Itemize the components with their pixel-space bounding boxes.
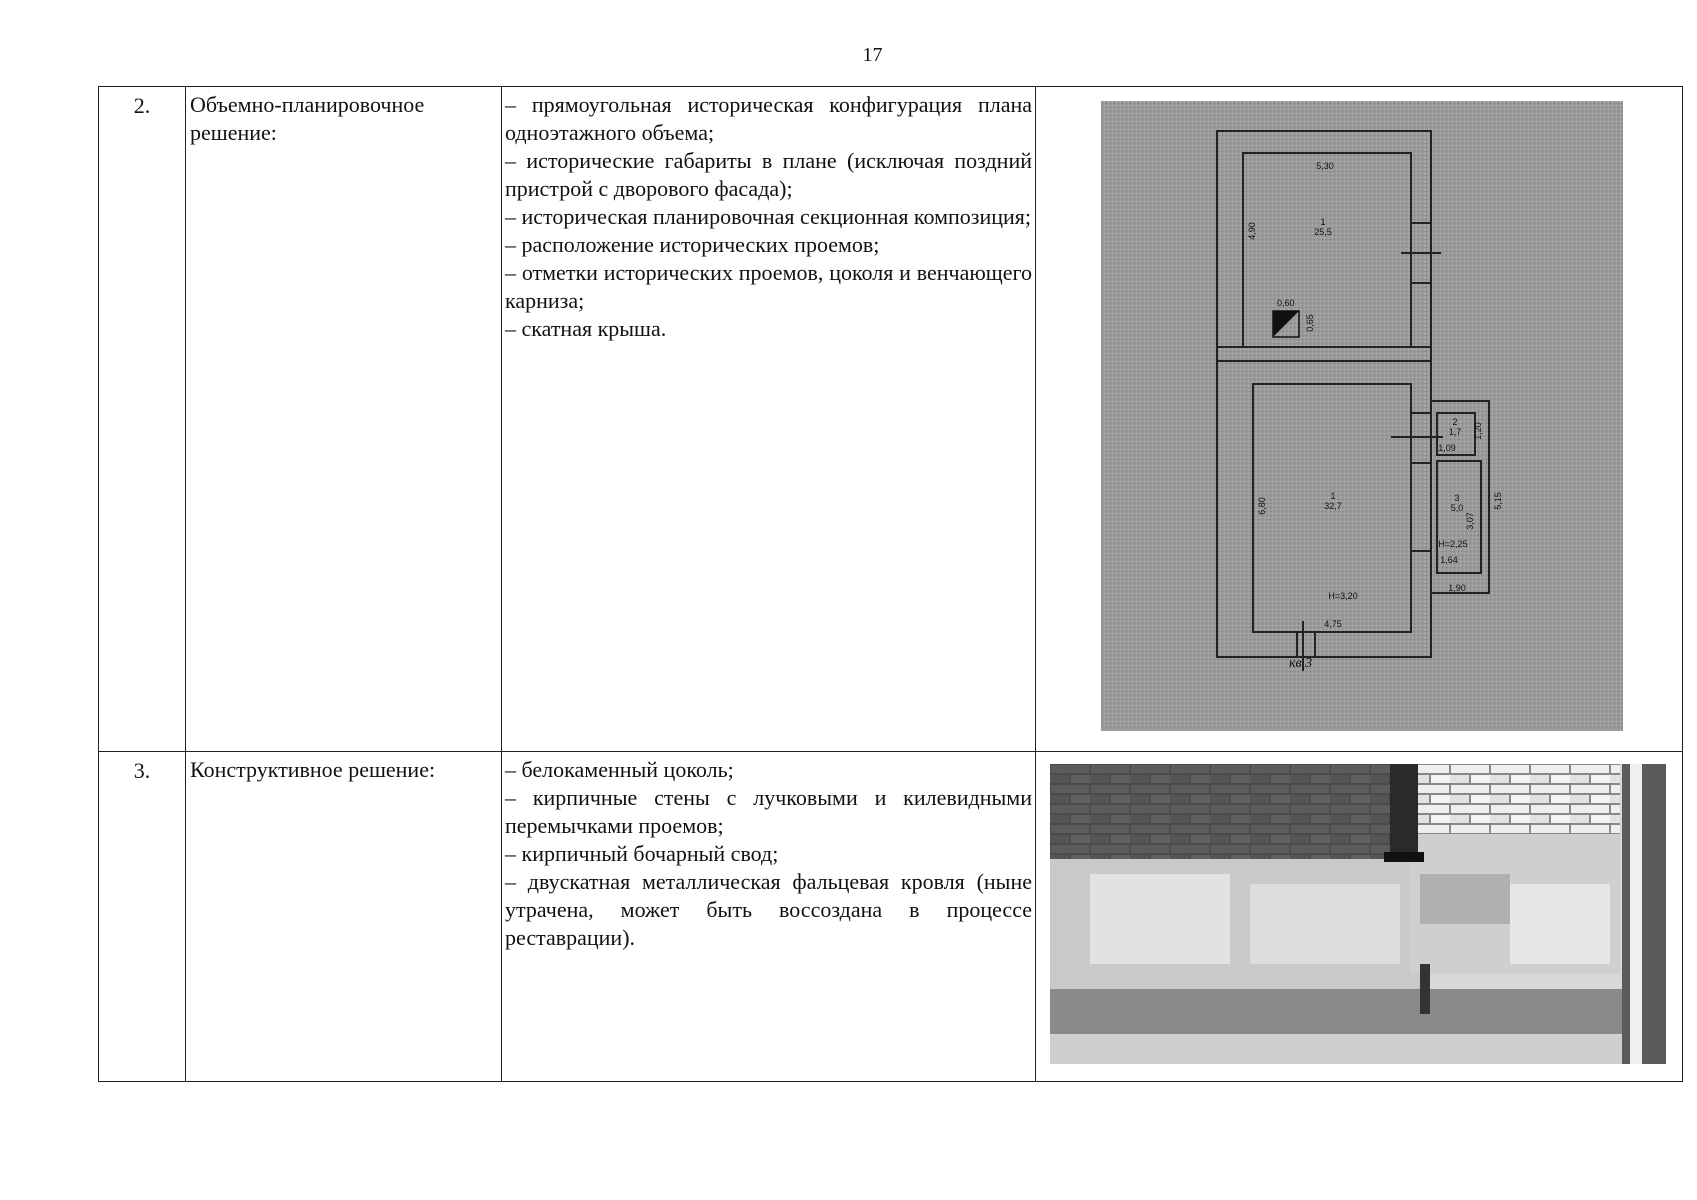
row-number: 3. xyxy=(99,752,186,1082)
room-number: 1 xyxy=(1330,491,1336,501)
table-row xyxy=(99,87,1683,752)
dim-label: 3,07 xyxy=(1465,512,1475,530)
list-item: – кирпичный бочарный свод; xyxy=(505,841,779,866)
protected-features-table xyxy=(98,86,1683,1082)
dim-label: 0,60 xyxy=(1277,298,1295,308)
figure-cell xyxy=(1036,87,1683,752)
height-label: H=3,20 xyxy=(1328,591,1358,601)
room-number: 3 xyxy=(1454,493,1460,503)
dim-label: 4,75 xyxy=(1324,619,1342,629)
list-item: – прямоугольная историческая конфигурация плана одноэтажного объема; xyxy=(505,92,1032,145)
room-area: 32,7 xyxy=(1324,501,1342,511)
dim-label: 0,65 xyxy=(1305,314,1315,332)
list-item: – расположение исторических проемов; xyxy=(505,232,880,257)
room-area: 1,7 xyxy=(1448,427,1462,437)
dim-label: 1,09 xyxy=(1438,443,1456,453)
handwritten-note: кв 3 xyxy=(1289,656,1313,671)
figure-cell xyxy=(1036,752,1683,1082)
row-number: 2. xyxy=(99,87,186,752)
list-item: – исторические габариты в плане (исключая поздний пристрой с дворового фасада); xyxy=(505,148,1032,201)
room-number: 1 xyxy=(1320,217,1326,227)
table-row xyxy=(99,752,1683,1082)
room-area: 25,5 xyxy=(1314,227,1332,237)
dim-label: 6,80 xyxy=(1257,497,1267,515)
dim-label: 1,64 xyxy=(1440,555,1458,565)
list-item: – скатная крыша. xyxy=(505,316,667,341)
row-description xyxy=(502,87,1036,752)
height-label: H=2,25 xyxy=(1438,539,1468,549)
room-number: 2 xyxy=(1452,417,1458,427)
row-description xyxy=(502,752,1036,1082)
row-label: Конструктивное решение: xyxy=(186,752,502,1082)
row-label: Объемно-планировочное решение: xyxy=(186,87,502,752)
dim-label: 1,90 xyxy=(1448,583,1466,593)
dim-label: 4,90 xyxy=(1247,222,1257,240)
dim-label: 5,15 xyxy=(1493,492,1503,510)
list-item: – двускатная металлическая фальцевая кровля (ныне утрачена, может быть воссоздана в процессе реставрации). xyxy=(505,869,1032,950)
page-number: 17 xyxy=(862,44,883,66)
dim-label: 5,30 xyxy=(1316,161,1334,171)
wall-photo xyxy=(1050,764,1666,1064)
list-item: – белокаменный цоколь; xyxy=(505,757,734,782)
room-area: 5,0 xyxy=(1450,503,1464,513)
list-item: – историческая планировочная секционная композиция; xyxy=(505,204,1032,229)
list-item: – кирпичные стены с лучковыми и килевидными перемычками проемов; xyxy=(505,785,1032,838)
list-item: – отметки исторических проемов, цоколя и венчающего карниза; xyxy=(505,260,1032,313)
floor-plan-image xyxy=(1101,101,1623,731)
dim-label: 1,20 xyxy=(1473,422,1483,440)
